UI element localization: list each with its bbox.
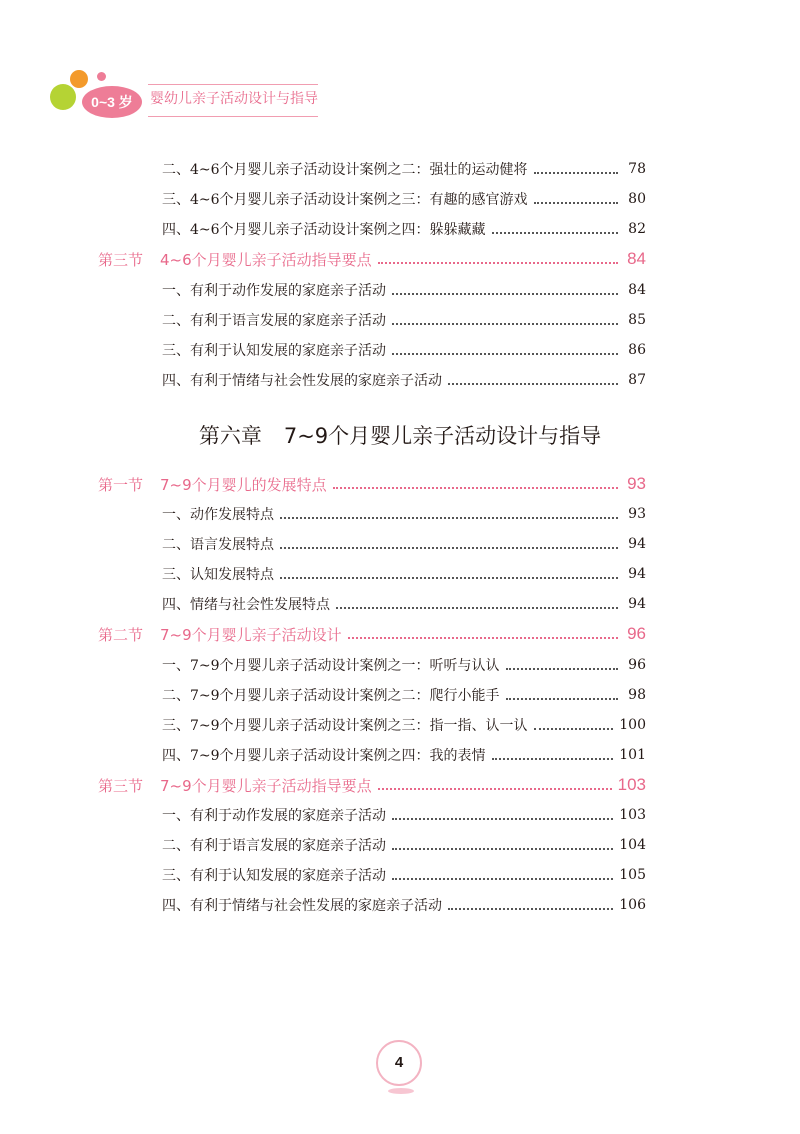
dot-leader <box>280 577 618 579</box>
toc-entry-page: 96 <box>628 657 646 673</box>
toc-entry-label: 二、7~9个月婴儿亲子活动设计案例之二：爬行小能手 <box>162 688 500 704</box>
toc-entry-label: 一、7~9个月婴儿亲子活动设计案例之一：听听与认认 <box>162 658 500 674</box>
toc-entry[interactable] <box>162 560 646 588</box>
section-number: 第三节 <box>98 250 144 269</box>
toc-entry-page: 105 <box>619 867 646 883</box>
toc-entry[interactable] <box>162 500 646 528</box>
toc-entry-label: 三、有利于认知发展的家庭亲子活动 <box>162 343 386 359</box>
dot-leader <box>392 878 613 880</box>
toc-entry-label: 二、有利于语言发展的家庭亲子活动 <box>162 838 386 854</box>
toc-entry-page: 94 <box>628 536 646 552</box>
toc-entry-page: 98 <box>628 687 646 703</box>
toc-entry-label: 三、认知发展特点 <box>162 567 274 583</box>
section-title: 7~9个月婴儿亲子活动指导要点 <box>160 776 372 795</box>
header-rule-bottom <box>148 116 318 117</box>
toc-entry-page: 94 <box>628 566 646 582</box>
dot-leader <box>448 383 618 385</box>
toc-entry-label: 一、动作发展特点 <box>162 507 274 523</box>
toc-entry-label: 一、有利于动作发展的家庭亲子活动 <box>162 808 386 824</box>
toc-entry[interactable] <box>162 155 646 183</box>
orange-dot-decoration <box>70 70 88 88</box>
toc-entry-page: 106 <box>619 897 646 913</box>
toc-entry-page: 104 <box>619 837 646 853</box>
green-dot-decoration <box>50 84 76 110</box>
toc-entry-page: 82 <box>628 221 646 237</box>
dot-leader <box>392 818 613 820</box>
dot-leader <box>448 908 613 910</box>
dot-leader <box>378 788 612 790</box>
toc-section-heading[interactable] <box>98 620 646 648</box>
dot-leader <box>492 232 618 234</box>
toc-entry-page: 100 <box>619 717 646 733</box>
dot-leader <box>392 353 618 355</box>
dot-leader <box>506 698 618 700</box>
section-page: 96 <box>627 624 646 643</box>
section-title: 7~9个月婴儿的发展特点 <box>160 475 327 494</box>
dot-leader <box>392 293 618 295</box>
toc-entry-label: 二、语言发展特点 <box>162 537 274 553</box>
section-number: 第三节 <box>98 776 144 795</box>
toc-entry-page: 94 <box>628 596 646 612</box>
toc-entry-page: 101 <box>619 747 646 763</box>
toc-entry-page: 85 <box>628 312 646 328</box>
toc-entry[interactable] <box>162 276 646 304</box>
toc-entry[interactable] <box>162 306 646 334</box>
section-page: 84 <box>627 249 646 268</box>
book-title: 婴幼儿亲子活动设计与指导 <box>150 91 318 107</box>
toc-entry-page: 87 <box>628 372 646 388</box>
section-page: 93 <box>627 474 646 493</box>
dot-leader <box>378 262 618 264</box>
toc-entry-page: 80 <box>628 191 646 207</box>
toc-entry[interactable] <box>162 590 646 618</box>
toc-entry[interactable] <box>162 215 646 243</box>
toc-entry-label: 四、7~9个月婴儿亲子活动设计案例之四：我的表情 <box>162 748 486 764</box>
toc-entry-page: 93 <box>628 506 646 522</box>
toc-entry-label: 一、有利于动作发展的家庭亲子活动 <box>162 283 386 299</box>
toc-entry-page: 103 <box>619 807 646 823</box>
toc-entry[interactable] <box>162 831 646 859</box>
toc-section-heading[interactable] <box>98 470 646 498</box>
dot-leader <box>333 487 618 489</box>
age-badge: 0~3 岁 <box>82 86 142 118</box>
toc-entry[interactable] <box>162 185 646 213</box>
toc-entry[interactable] <box>162 711 646 739</box>
toc-entry-label: 三、有利于认知发展的家庭亲子活动 <box>162 868 386 884</box>
dot-leader <box>534 728 614 730</box>
toc-entry[interactable] <box>162 741 646 769</box>
toc-entry-label: 四、有利于情绪与社会性发展的家庭亲子活动 <box>162 373 442 389</box>
toc-entry-page: 86 <box>628 342 646 358</box>
toc-entry-label: 二、4~6个月婴儿亲子活动设计案例之二：强壮的运动健将 <box>162 162 528 178</box>
toc-entry-label: 四、有利于情绪与社会性发展的家庭亲子活动 <box>162 898 442 914</box>
toc-entry[interactable] <box>162 891 646 919</box>
dot-leader <box>280 547 618 549</box>
page-number: 4 <box>376 1040 422 1086</box>
chapter-title: 7~9个月婴儿亲子活动设计与指导 <box>283 424 602 448</box>
toc-entry[interactable] <box>162 366 646 394</box>
chapter-heading[interactable] <box>0 420 800 450</box>
toc-entry-page: 78 <box>628 161 646 177</box>
section-title: 4~6个月婴儿亲子活动指导要点 <box>160 250 372 269</box>
toc-section-heading[interactable] <box>98 245 646 273</box>
header-rule-top <box>148 84 318 85</box>
toc-entry-label: 三、4~6个月婴儿亲子活动设计案例之三：有趣的感官游戏 <box>162 192 528 208</box>
toc-entry[interactable] <box>162 530 646 558</box>
toc-entry-label: 四、4~6个月婴儿亲子活动设计案例之四：躲躲藏藏 <box>162 222 486 238</box>
dot-leader <box>348 637 618 639</box>
toc-entry[interactable] <box>162 681 646 709</box>
running-header <box>0 0 800 130</box>
toc-entry-label: 三、7~9个月婴儿亲子活动设计案例之三：指一指、认一认 <box>162 718 528 734</box>
section-page: 103 <box>617 775 646 794</box>
pink-dot-decoration <box>97 72 106 81</box>
toc-entry[interactable] <box>162 801 646 829</box>
chapter-number: 第六章 <box>198 424 262 448</box>
dot-leader <box>392 323 618 325</box>
section-number: 第一节 <box>98 475 144 494</box>
toc-entry-page: 84 <box>628 282 646 298</box>
toc-entry[interactable] <box>162 651 646 679</box>
dot-leader <box>280 517 618 519</box>
section-number: 第二节 <box>98 625 144 644</box>
dot-leader <box>534 172 618 174</box>
dot-leader <box>336 607 618 609</box>
page-number-shadow-decoration <box>388 1088 414 1094</box>
dot-leader <box>506 668 618 670</box>
dot-leader <box>492 758 614 760</box>
dot-leader <box>392 848 613 850</box>
toc-section-heading[interactable] <box>98 771 646 799</box>
dot-leader <box>534 202 618 204</box>
toc-entry[interactable] <box>162 861 646 889</box>
toc-entry-label: 二、有利于语言发展的家庭亲子活动 <box>162 313 386 329</box>
toc-entry[interactable] <box>162 336 646 364</box>
toc-entry-label: 四、情绪与社会性发展特点 <box>162 597 330 613</box>
section-title: 7~9个月婴儿亲子活动设计 <box>160 625 342 644</box>
